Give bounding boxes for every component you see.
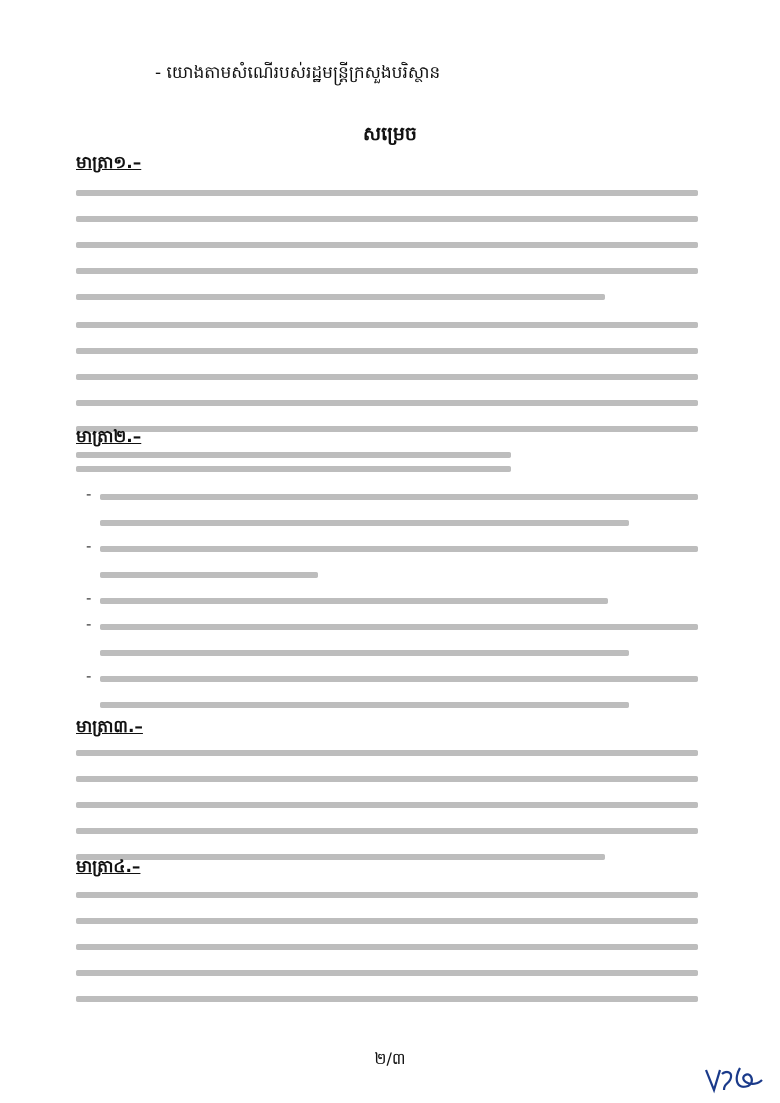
article-2-bullet-list (76, 494, 698, 728)
article-4-heading: មាត្រា៤.– (76, 857, 141, 877)
article-1-heading: មាត្រា១.– (76, 153, 142, 173)
article-2-heading: មាត្រា២.– (76, 427, 142, 447)
preamble-line: - យោងតាមសំណើរបស់រដ្ឋមន្ត្រីក្រសួងបរិស្ថាន (155, 63, 441, 83)
decision-heading: សម្រេច (363, 123, 417, 145)
article-1-paragraph-2 (76, 322, 698, 478)
article-3-heading: មាត្រា៣.– (76, 717, 143, 737)
page-number: ២/៣ (374, 1049, 406, 1068)
article-4-paragraph (76, 892, 698, 1022)
article-2-intro (76, 466, 698, 492)
signature-initials (700, 1060, 770, 1098)
article-1-paragraph (76, 190, 698, 320)
article-3-paragraph (76, 750, 698, 880)
